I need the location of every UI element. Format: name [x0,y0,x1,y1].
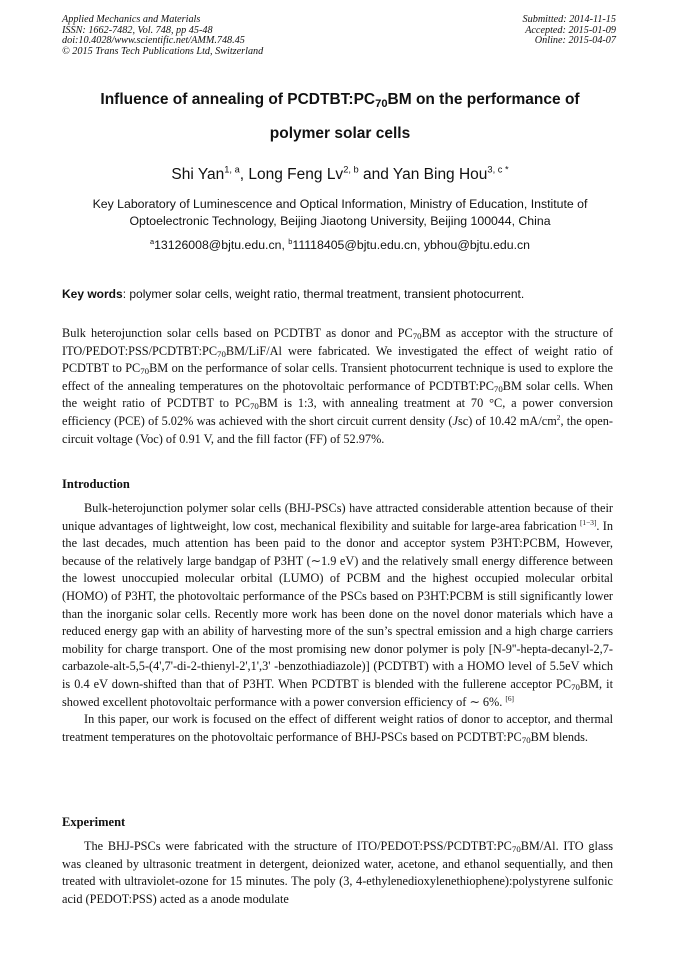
author-and: and [363,166,389,183]
author-list: Shi Yan$^{1, a}$, Long Feng Lv$^{2, b}$ and Yan Bing Hou$^{3, c *}$ [171,164,509,183]
affiliation-line1: Key Laboratory of Luminescence and Optical Information, Ministry of Education, Institute of [92,197,588,211]
paper-title-line1 [40,91,640,109]
section-heading-experiment: Experiment [62,815,126,829]
title-subscript: 70 [375,97,388,110]
email-a-marker: a [149,236,155,246]
email-b-marker: b [288,236,293,246]
title-text: Influence of annealing of PCDTBT:PC [100,91,376,108]
journal-info [62,15,263,57]
affiliation-line2: Optoelectronic Technology, Beijing Jiaotong University, Beijing 100044, China [129,214,551,228]
copyright-line: © 2015 Trans Tech Publications Ltd, Switzerland [62,45,264,57]
abstract: Bulk heterojunction solar cells based on PCDTBT as donor and $PC_{70}BM$ as acceptor with the structure of ITO/$PEDOT:PSS/PCDTBT:PC_{70}BM/LiF/Al$ were fabricated. We investigated the effect of weight ratio of PCDTBT to $PC_{70}BM$ on the performance of solar cells. Transient photocurrent technique is used to explore the effect of the annealing temperatures on the photovoltaic performance of $PCDTBT:PC_{70}BM$ solar cells. When the weight ratio of PCDTBT to $PC_{70}BM$ is 1:3, with annealing treatment at 70 °C, a power conversion efficiency (PCE) of 5.02% was achieved with the short circuit current density (Jsc) of 10.42 $mA/cm^2$, the open-circuit voltage (Voc) of 0.91 V, and the fill factor (FF) of 52.97%. [62,326,614,446]
keywords-text: : polymer solar cells, weight ratio, thermal treatment, transient photocurrent. [122,287,525,301]
experiment-text [62,838,613,908]
journal-name: Applied Mechanics and Materials [62,14,201,25]
intro-paragraph-2: In this paper, our work is focused on the effect of different weight ratios of donor to acceptor, and thermal treatment temperatures on the photovoltaic performance of BHJ-PSCs based on $PCDTBT:PC_{70}BM$ blends. [62,712,613,745]
author-3: Yan Bing Hou [392,166,488,183]
introduction-text [62,500,613,746]
title-text-cont: BM on the performance of [387,91,580,108]
author-emails [40,238,640,252]
intro-paragraph-1: Bulk-heterojunction polymer solar cells (BHJ-PSCs) have attracted considerable attention because of their unique advantages of lightweight, low cost, mechanical flexibility and suitable for large-area fabrication [1−3]. In the last decades, much attention has been paid to the donor and acceptor system P3HT:PCBM, However, because of the relatively large bandgap of P3HT (∼1.9 eV) and the relatively small energy difference between the lowest unoccupied molecular orbital (LUMO) of PCBM and the highest occupied molecular orbital (HOMO) of P3HT, the photovoltaic performance of the PSCs based on P3HT:PCBM is still significantly lower than the inorganic solar cells. Recently more work has been done on the novel donor materials which have a reduced energy gap with an ability of harvesting more of the sun’s spectral emission and a high charge carriers mobility for charge transport. One of the most promising new donor polymer is poly [N-9''-hepta-decanyl-2,7-carbazole-alt-5,5-(4',7'-di-2-thienyl-2',1',3' -benzothiadiazole)] (PCDTBT) with a HOMO level of 5.5eV which is 0.4 eV down-shifted than that of P3HT. When PCDTBT is blended with the fullerene acceptor $PC_{70}BM$, it showed excellent photovoltaic performance with a power conversion efficiency of ∼ 6%. [6] [62,501,613,709]
author-2-affil: 2, b [343,164,359,175]
submitted-date: Submitted: 2014-11-15 [522,14,616,25]
author-3-affil: 3, c * [487,164,509,175]
online-date: Online: 2015-04-07 [534,35,616,47]
email-a[interactable]: 13126008@bjtu.edu.cn, [154,238,289,252]
author-2: Long Feng Lv [248,166,344,183]
author-1-affil: 1, a [224,164,240,175]
paper-title-line2: polymer solar cells [269,125,411,142]
experiment-paragraph-1: The BHJ-PSCs were fabricated with the structure of ITO/$PEDOT:PSS/PCDTBT:PC_{70}BM/Al$. ITO glass was cleaned by ultrasonic treatment in detergent, deionized water, acetone, and ethanol sequentially, and then treated with ultraviolet-ozone for 15 minutes. The poly (3, 4-ethylenedioxylenethiophene):polystyrene sulfonic acid (PEDOT:PSS) acted as a anode modulate [62,839,613,906]
issn-line: ISSN: 1662-7482, Vol. 748, pp 45-48 [62,24,213,36]
citation-6[interactable]: [6] [505,693,514,703]
accepted-date: Accepted: 2015-01-09 [525,24,616,36]
section-heading-introduction: Introduction [62,477,130,491]
author-1: Shi Yan [171,166,225,183]
citation-1-3[interactable]: [1−3] [579,517,597,527]
submission-dates [523,15,616,47]
keywords [62,287,622,301]
keywords-label: Key words [62,287,123,301]
doi-line[interactable]: doi:10.4028/www.scientific.net/AMM.748.45 [62,35,245,47]
email-b[interactable]: 11118405@bjtu.edu.cn, ybhou@bjtu.edu.cn [292,238,531,252]
